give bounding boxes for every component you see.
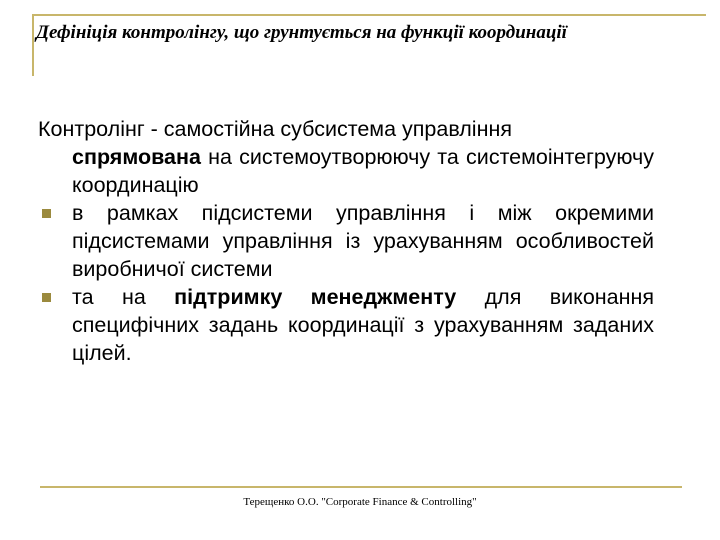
intro-rest: на системоутворюючу та системоінтегруючу координацію <box>72 145 654 197</box>
intro-continuation <box>38 143 654 199</box>
bullet-2-post: для виконання специфічних задань координації з урахуванням заданих цілей. <box>72 285 654 365</box>
bullet-item-1 <box>38 199 654 283</box>
intro-emphasis: спрямована <box>72 145 201 169</box>
title-left-rule <box>32 14 34 76</box>
slide-title: Дефініція контролінгу, що грунтується на функції координації <box>36 22 567 43</box>
intro-paragraph <box>38 115 654 199</box>
footer-rule <box>40 486 682 488</box>
title-top-rule <box>32 14 706 16</box>
footer-credit: Терещенко О.О. "Corporate Finance & Controlling" <box>243 496 477 508</box>
slide-body <box>38 115 654 367</box>
bullet-text-1: в рамках підсистеми управління і між окремими підсистемами управління із урахуванням особливостей виробничої системи <box>72 201 654 281</box>
intro-line: Контролінг - самостійна субсистема управління <box>38 117 512 141</box>
bullet-2-pre: та на <box>72 285 175 309</box>
square-bullet-icon <box>42 293 51 302</box>
square-bullet-icon <box>42 209 51 218</box>
bullet-item-2 <box>38 283 654 367</box>
bullet-2-emphasis: підтримку менеджменту <box>174 285 457 309</box>
